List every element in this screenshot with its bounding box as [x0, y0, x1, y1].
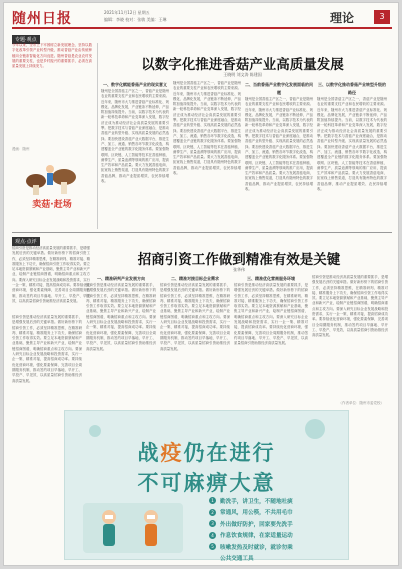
column-divider — [97, 43, 98, 229]
article2-col3 — [160, 275, 230, 401]
article1-body-2: 随州是全国香菇主产区之一，香菇产业是随州农业的重要支柱产业和农民增收的主要来源。近年来，随州市大力推进香菇产业标准化、规模化、品牌化发展，产业链条不断延伸，产品附加值持续提升。当前，以数字技术为代表的新一轮科技革命和产业变革深入发展，数字经济正成为推动经济社会高质量发展的重要引擎。把数字技术与香菇产业深度融合，是推动香菇产业转型升级、实现高质量发展的必然选择。要加快建设香菇产业大数据平台，推进生产、加工、流通、销售各环节数字化改造，构建覆盖全产业链的数字化服务体系。要加强物联网、区块链、人工智能等技术在香菇种植、菌棒生产、质量追溯等领域的推广应用，提高生产效率和产品质量。要大力发展香菇电商，拓宽线上销售渠道，打造具有随州特色的数字香菇品牌，推动产业提质增效、农民持续增收。 — [173, 81, 241, 176]
article1-subhead-1: 一、数字化赋能香菇产业的现实意义 — [103, 82, 167, 87]
cartoon-caption-text: 卖菇·赶场 — [32, 200, 72, 210]
article2-sidebar-text: 招商引资是推动经济高质量发展的重要抓手，是增强发展后劲的关键举措。做好新形势下的招商引资工作，必须坚持精准思维，在精准研判、精准对接、精准服务上下功夫，确保招商引资工作取得实效。要立足本地资源禀赋和产业基础，聚焦主导产业和新兴产业，绘制产业链招商图谱，明确招商重点和主攻方向。要深入研究目标企业发展战略和投资需求，实行一企一策、精准对接，提高招商成功率。要持续优化营商环境，强化要素保障，完善项目全周期服务机制，推动签约项目早落地、早开工、早投产、早见效，以高质量招商引资助推经济高质量发展。 — [12, 246, 90, 303]
article2-title: 招商引资工作做到精准有效是关键 — [137, 252, 341, 268]
newspaper-logo: 随州日报 — [12, 11, 72, 27]
article2-author: 张华伟 — [233, 267, 245, 272]
article1-col3 — [245, 81, 313, 227]
article2-col5 — [312, 275, 388, 395]
article1-body-4: 随州是全国香菇主产区之一，香菇产业是随州农业的重要支柱产业和农民增收的主要来源。近年来，随州市大力推进香菇产业标准化、规模化、品牌化发展，产业链条不断延伸，产品附加值持续提升。当前，以数字技术为代表的新一轮科技革命和产业变革深入发展，数字经济正成为推动经济社会高质量发展的重要引擎。把数字技术与香菇产业深度融合，是推动香菇产业转型升级、实现高质量发展的必然选择。要加快建设香菇产业大数据平台，推进生产、加工、流通、销售各环节数字化改造，构建覆盖全产业链的数字化服务体系。要加强物联网、区块链、人工智能等技术在香菇种植、菌棒生产、质量追溯等领域的推广应用，提高生产效率和产品质量。要大力发展香菇电商，拓宽线上销售渠道，打造具有随州特色的数字香菇品牌，推动产业提质增效、农民持续增收。 — [317, 97, 387, 192]
article2-sidebar — [12, 246, 90, 306]
tip-bullet-icon: 5 — [209, 543, 216, 550]
tip-bullet-icon: 2 — [209, 509, 216, 516]
article2-subhead-1: 一、精准研判产业发展方向 — [97, 276, 145, 281]
poster-tip: 公共交通工具 — [220, 556, 254, 563]
tip-bullet-icon: 4 — [209, 532, 216, 539]
poster-title-line1: 战疫仍在进行 — [137, 441, 276, 465]
article2-col1 — [12, 315, 82, 401]
article1-col1 — [101, 81, 169, 227]
tip-bullet-icon: 1 — [209, 497, 216, 504]
article2-body-5: 招商引资是推动经济高质量发展的重要抓手，是增强发展后劲的关键举措。做好新形势下的招商引资工作，必须坚持精准思维，在精准研判、精准对接、精准服务上下功夫，确保招商引资工作取得实效。要立足本地资源禀赋和产业基础，聚焦主导产业和新兴产业，绘制产业链招商图谱，明确招商重点和主攻方向。要深入研究目标企业发展战略和投资需求，实行一企一策、精准对接，提高招商成功率。要持续优化营商环境，强化要素保障，完善项目全周期服务机制，推动签约项目早落地、早开工、早投产、早见效，以高质量招商引资助推经济高质量发展。 — [312, 275, 388, 338]
article1-subhead-3: 三、以数字化推动香菇产业转型升级的路径 — [318, 82, 386, 95]
article1-body-1: 随州是全国香菇主产区之一，香菇产业是随州农业的重要支柱产业和农民增收的主要来源。近年来，随州市大力推进香菇产业标准化、规模化、品牌化发展，产业链条不断延伸，产品附加值持续提升。当前，以数字技术为代表的新一轮科技革命和产业变革深入发展，数字经济正成为推动经济社会高质量发展的重要引擎。把数字技术与香菇产业深度融合，是推动香菇产业转型升级、实现高质量发展的必然选择。要加快建设香菇产业大数据平台，推进生产、加工、流通、销售各环节数字化改造，构建覆盖全产业链的数字化服务体系。要加强物联网、区块链、人工智能等技术在香菇种植、菌棒生产、质量追溯等领域的推广应用，提高生产效率和产品质量。要大力发展香菇电商，拓宽线上销售渠道，打造具有随州特色的数字香菇品牌，推动产业提质增效、农民持续增收。 — [101, 89, 169, 184]
sidebar-paragraph: 今年以来，全市上下牢固树立新发展理念，坚持以数字化改革引领产业转型升级，推动香菇产业由传统种植向全链条智能化方向迈进。随州香菇是农业农村发展的重要支柱，也是乡村振兴的重要抓手，必须在高质量发展上持续发力。 — [12, 43, 92, 69]
poster-tip: 5 咳嗽发热及时就诊，就诊勿乘 — [209, 541, 345, 553]
sidebar-text — [12, 43, 92, 143]
article2-body-1: 招商引资是推动经济高质量发展的重要抓手，是增强发展后劲的关键举措。做好新形势下的招商引资工作，必须坚持精准思维，在精准研判、精准对接、精准服务上下功夫，确保招商引资工作取得实效。要立足本地资源禀赋和产业基础，聚焦主导产业和新兴产业，绘制产业链招商图谱，明确招商重点和主攻方向。要深入研究目标企业发展战略和投资需求，实行一企一策、精准对接，提高招商成功率。要持续优化营商环境，强化要素保障，完善项目全周期服务机制，推动签约项目早落地、早开工、早投产、早见效，以高质量招商引资助推经济高质量发展。 — [12, 315, 82, 383]
section-label-bottom: 观点·点评 — [12, 237, 40, 246]
article1-body-3: 随州是全国香菇主产区之一，香菇产业是随州农业的重要支柱产业和农民增收的主要来源。近年来，随州市大力推进香菇产业标准化、规模化、品牌化发展，产业链条不断延伸，产品附加值持续提升。当前，以数字技术为代表的新一轮科技革命和产业变革深入发展，数字经济正成为推动经济社会高质量发展的重要引擎。把数字技术与香菇产业深度融合，是推动香菇产业转型升级、实现高质量发展的必然选择。要加快建设香菇产业大数据平台，推进生产、加工、流通、销售各环节数字化改造，构建覆盖全产业链的数字化服务体系。要加强物联网、区块链、人工智能等技术在香菇种植、菌棒生产、质量追溯等领域的推广应用，提高生产效率和产品质量。要大力发展香菇电商，拓宽线上销售渠道，打造具有随州特色的数字香菇品牌，推动产业提质增效、农民持续增收。 — [245, 97, 313, 192]
article1-col2 — [173, 81, 241, 227]
article2-body-3: 招商引资是推动经济高质量发展的重要抓手，是增强发展后劲的关键举措。做好新形势下的招商引资工作，必须坚持精准思维，在精准研判、精准对接、精准服务上下功夫，确保招商引资工作取得实效。要立足本地资源禀赋和产业基础，聚焦主导产业和新兴产业，绘制产业链招商图谱，明确招商重点和主攻方向。要深入研究目标企业发展战略和投资需求，实行一企一策、精准对接，提高招商成功率。要持续优化营商环境，强化要素保障，完善项目全周期服务机制，推动签约项目早落地、早开工、早投产、早见效，以高质量招商引资助推经济高质量发展。 — [160, 283, 230, 351]
article2-footnote: （作者单位：随州市委党校） — [338, 401, 384, 405]
article2-col2 — [86, 275, 156, 401]
masthead — [12, 7, 392, 29]
article2-body-2: 招商引资是推动经济高质量发展的重要抓手，是增强发展后劲的关键举措。做好新形势下的招商引资工作，必须坚持精准思维，在精准研判、精准对接、精准服务上下功夫，确保招商引资工作取得实效。要立足本地资源禀赋和产业基础，聚焦主导产业和新兴产业，绘制产业链招商图谱，明确招商重点和主攻方向。要深入研究目标企业发展战略和投资需求，实行一企一策、精准对接，提高招商成功率。要持续优化营商环境，强化要素保障，完善项目全周期服务机制，推动签约项目早落地、早开工、早投产、早见效，以高质量招商引资助推经济高质量发展。 — [86, 283, 156, 351]
poster-tip: 4 作息饮食规律，在家适量运动 — [209, 530, 345, 542]
cartoon-illustration — [14, 155, 90, 213]
poster-tips-list — [209, 495, 345, 564]
poster-tip: 2 常通风，用公筷，不共用毛巾 — [209, 507, 345, 519]
poster-tip: 1 勤洗手，讲卫生，不随地吐痰 — [209, 495, 345, 507]
editor-credits: 编辑：李晓 校对：张敏 美编：王琳 — [104, 17, 167, 22]
article1-col4 — [317, 81, 387, 227]
article2-subhead-2: 二、精准对接目标企业需求 — [171, 276, 219, 281]
article2-col4 — [234, 275, 308, 395]
article2-subhead-3: 三、精准优化营商服务环境 — [247, 276, 295, 281]
section-label-top: 专题·观点 — [12, 35, 40, 44]
poster-tip: 3 外出做好防护，回家要先洗手 — [209, 518, 345, 530]
newspaper-page — [3, 2, 399, 566]
page-section-title: 理论 — [329, 11, 354, 25]
tip-bullet-icon: 3 — [209, 520, 216, 527]
page-number: 3 — [374, 10, 390, 24]
article1-author: 王晓明 刘文涛 陈建国 — [223, 72, 262, 77]
epidemic-prevention-poster — [64, 410, 349, 563]
section-divider — [12, 232, 392, 233]
article1-title: 以数字化推进香菇产业高质量发展 — [141, 57, 344, 73]
article2-body-4: 招商引资是推动经济高质量发展的重要抓手，是增强发展后劲的关键举措。做好新形势下的招商引资工作，必须坚持精准思维，在精准研判、精准对接、精准服务上下功夫，确保招商引资工作取得实效。要立足本地资源禀赋和产业基础，聚焦主导产业和新兴产业，绘制产业链招商图谱，明确招商重点和主攻方向。要深入研究目标企业发展战略和投资需求，实行一企一策、精准对接，提高招商成功率。要持续优化营商环境，强化要素保障，完善项目全周期服务机制，推动签约项目早落地、早开工、早投产、早见效，以高质量招商引资助推经济高质量发展。 — [234, 283, 308, 346]
cartoon-caption: 漫画：随州 — [12, 147, 30, 151]
poster-title-line2: 不可麻痹大意 — [137, 471, 276, 495]
article1-subhead-2: 二、当前香菇产业数字化发展面临的问题 — [245, 82, 313, 95]
issue-date: 2021年11月12日 星期五 — [104, 10, 150, 15]
